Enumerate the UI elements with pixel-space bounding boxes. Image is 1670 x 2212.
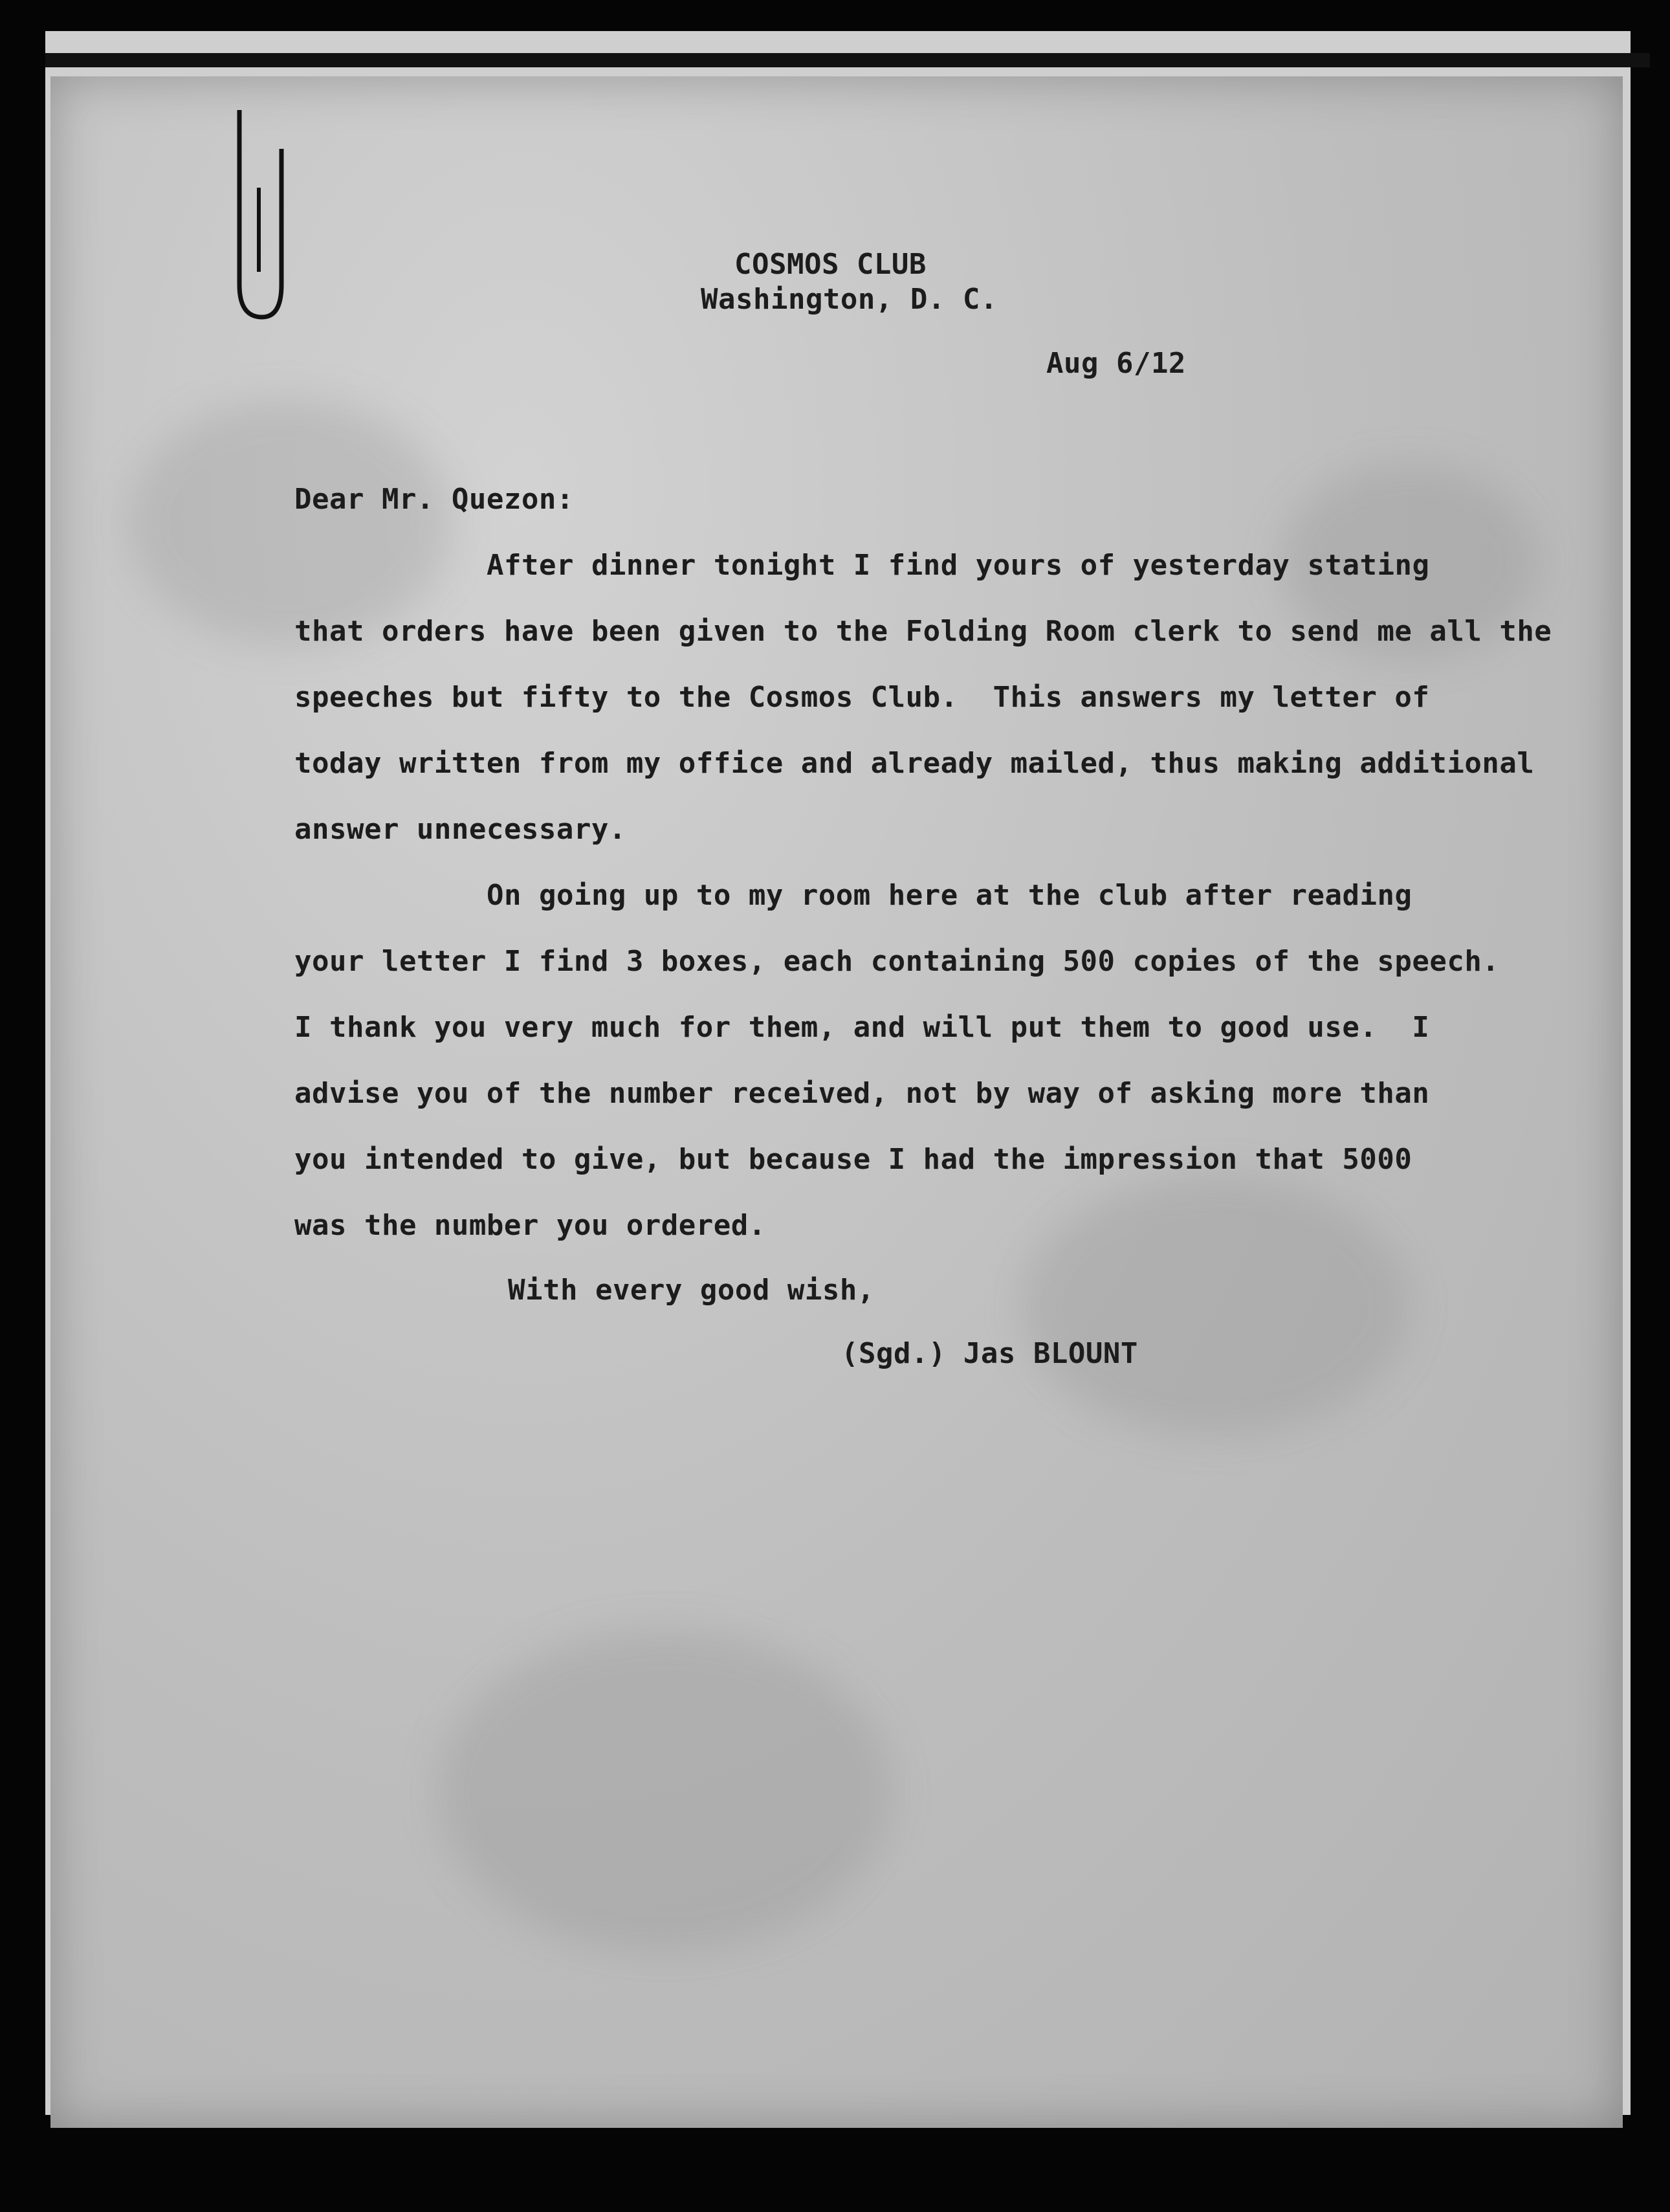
body-line: On going up to my room here at the club after reading	[487, 879, 1412, 912]
body-line: speeches but fifty to the Cosmos Club. This answers my letter of	[294, 681, 1430, 714]
body-line: I thank you very much for them, and will put them to good use. I	[294, 1011, 1430, 1044]
body-line: advise you of the number received, not by way of asking more than	[294, 1077, 1430, 1110]
body-line: After dinner tonight I find yours of yesterday stating	[487, 549, 1430, 582]
body-line: was the number you ordered.	[294, 1209, 766, 1242]
body-line: that orders have been given to the Folding Room clerk to send me all the	[294, 615, 1552, 648]
salutation: Dear Mr. Quezon:	[294, 483, 574, 516]
signature: (Sgd.) Jas BLOUNT	[841, 1337, 1138, 1370]
closing: With every good wish,	[508, 1274, 875, 1307]
body-line: today written from my office and already mailed, thus making additional	[294, 747, 1535, 780]
body-line: your letter I find 3 boxes, each containing 500 copies of the speech.	[294, 945, 1500, 978]
letterhead-organization: COSMOS CLUB	[734, 248, 927, 281]
body-line: answer unnecessary.	[294, 813, 626, 846]
body-line: you intended to give, but because I had the impression that 5000	[294, 1143, 1412, 1176]
letterhead-location: Washington, D. C.	[701, 283, 998, 316]
letter-date: Aug 6/12	[1046, 347, 1186, 380]
